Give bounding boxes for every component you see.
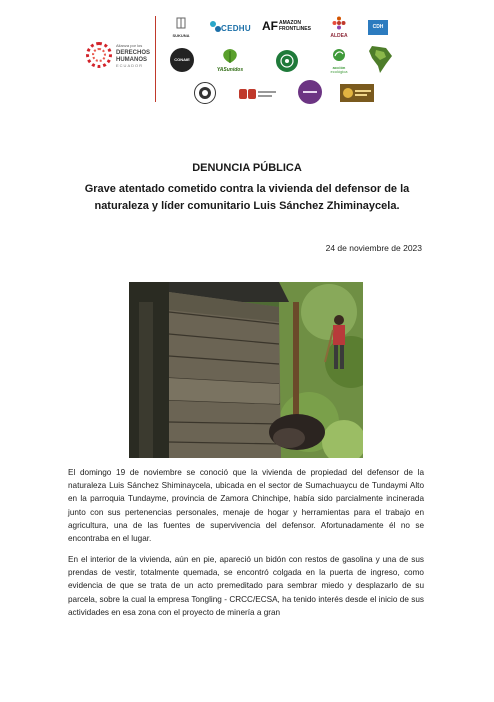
ffc-icon (195, 83, 215, 103)
af-label-1: AMAZON (279, 20, 301, 26)
alianza-inner-ring-icon (92, 48, 106, 62)
main-logo-line3: HUMANOS (116, 57, 147, 63)
main-logo-line4: ECUADOR (116, 63, 144, 68)
south-america-map-icon (366, 44, 394, 74)
accion-ecologica-icon (326, 48, 352, 62)
page-title: DENUNCIA PÚBLICA (192, 162, 302, 174)
cedhu-logo (208, 20, 252, 36)
accion-ecologica-label-1: acción (332, 65, 346, 70)
header-divider (155, 16, 156, 102)
paragraph-1: El domingo 19 de noviembre se conoció que la vivienda de propiedad del defensor de la naturaleza Luis Sánchez Shiminaycela, ubicada en el sector de Sumachuaycu de Tundaymi Alto en la parroquia Tundayme, provincia de Zamora Chinchipe, había sido parcialmente incinerada junto con sus pertenencias personales, menaje de hogar y herramientas para el trabajo en agricultura, una de las fuentes de supervivencia del defensor. Afortunadamente él no se encontraba en el lugar. (68, 468, 424, 544)
tierra-logo (340, 84, 374, 102)
ffc-logo (194, 82, 216, 104)
cdh-label: CDH (372, 24, 384, 30)
conaie-label: CONAIE (174, 57, 190, 62)
main-logo-line2: DERECHOS (116, 50, 151, 56)
amazonia-icon (298, 80, 322, 104)
yasunidos-leaf-icon (216, 48, 244, 64)
mundo-al-lado-icon (238, 86, 278, 102)
map-logo (366, 44, 394, 74)
sukuna-label: SUKUNA (172, 33, 190, 38)
conaie-logo (170, 48, 194, 72)
amazonia-logo (298, 80, 322, 104)
sukuna-logo (170, 16, 192, 38)
sukuna-icon (170, 16, 192, 30)
accion-ecologica-label-2: ecológica (330, 69, 348, 74)
document-subtitle: Grave atentado cometido contra la vivienda del defensor de la naturaleza y líder comunitario Luis Sánchez Zhiminaycela. (84, 183, 410, 212)
tierra-icon (340, 84, 374, 102)
aldea-label: ALDEA (330, 33, 348, 39)
ecuarunari-icon (276, 50, 298, 72)
yasunidos-logo (216, 48, 244, 73)
cdh-logo (368, 20, 388, 35)
accion-ecologica-logo (326, 48, 352, 74)
aldea-flower-icon (326, 16, 352, 30)
af-label-2: FRONTLINES (279, 26, 311, 32)
amazon-frontlines-logo (262, 19, 314, 35)
main-logo-line1: Alianza por los (116, 43, 143, 48)
burned-house-photo (129, 282, 363, 458)
burned-house-photo-image (129, 282, 363, 458)
paragraph-2: En el interior de la vivienda, aún en pie, apareció un bidón con restos de gasolina y una de sus prendas de vestir, totalmente quemada, se encontró colgada en la puerta de ingreso, como evidencia de que se trata de un acto premeditado para sembrar miedo y desplazarlo de su parcela, sobre la cual la empresa Tongling - CRCC/ECSA, ha tenido interés desde el inicio de sus actividades en esa zona con el proyecto de minería a gran (68, 555, 424, 617)
yasunidos-label: YASunidos (216, 67, 244, 73)
af-mark-icon: AF (262, 19, 278, 33)
document-date: 24 de noviembre de 2023 (325, 243, 422, 253)
mundo-al-lado-logo (238, 86, 278, 102)
aldea-logo (326, 16, 352, 39)
ecuarunari-logo (276, 50, 298, 72)
cedhu-label: CEDHU (221, 24, 251, 33)
cedhu-icon (208, 20, 222, 34)
alianza-ddhh-logo (86, 40, 156, 80)
